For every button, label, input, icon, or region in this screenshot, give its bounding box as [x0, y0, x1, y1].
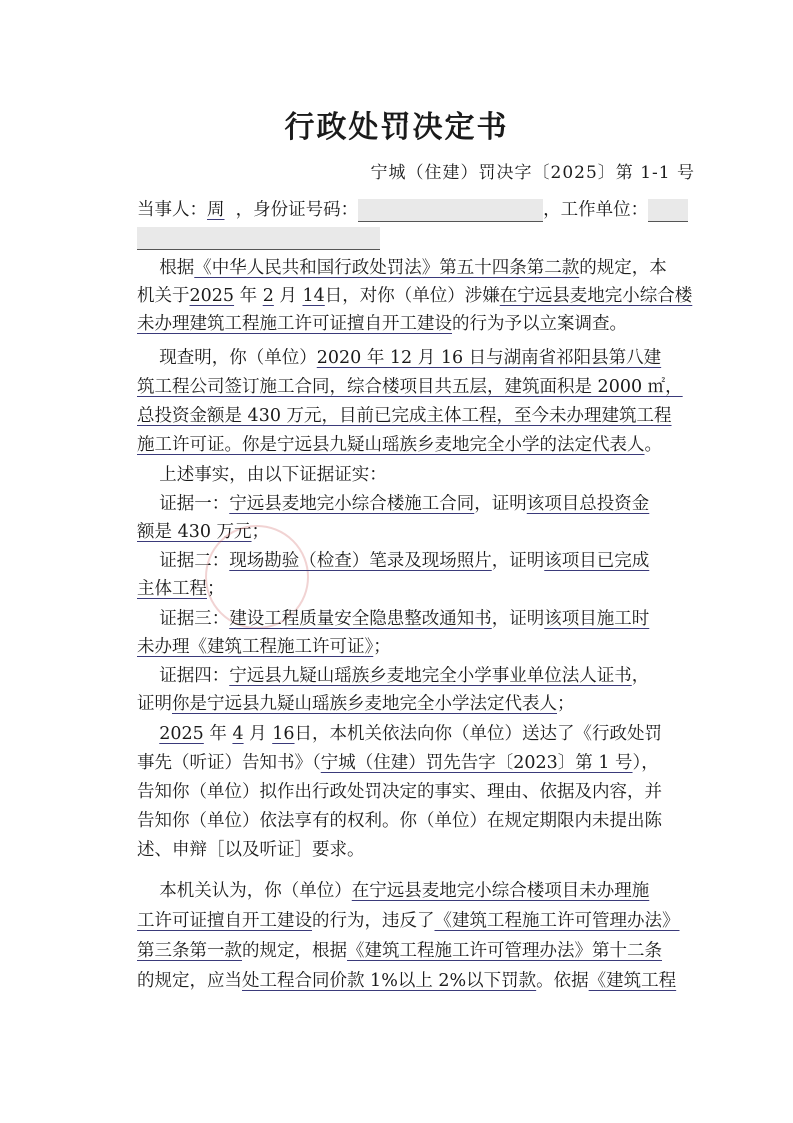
- case-description-2: 未办理建筑工程施工许可证擅自开工建设: [137, 314, 452, 334]
- paragraph-2-line-3: 总投资金额是 430 万元，目前已完成主体工程，至今未办理建筑工程: [137, 406, 672, 426]
- document-number: 宁城（住建）罚决字〔2025〕第 1-1 号: [370, 163, 695, 183]
- paragraph-1-line-3: 未办理建筑工程施工许可证擅自开工建设的行为予以立案调查。: [137, 314, 627, 334]
- employer-label: ，工作单位：: [543, 200, 649, 220]
- paragraph-2-line-1: 现查明，你（单位）2020 年 12 月 16 日与湖南省祁阳县第八建: [159, 348, 662, 368]
- paragraph-4-line-5: 述、申辩［以及听证］要求。: [137, 840, 365, 860]
- employer-redacted-cont: [137, 227, 380, 250]
- paragraph-2-line-2: 筑工程公司签订施工合同，综合楼项目共五层，建筑面积是 2000 ㎡，: [137, 377, 683, 397]
- employer-redacted: [648, 199, 688, 222]
- evidence-1-line-2: 额是 430 万元；: [137, 522, 270, 542]
- id-number-redacted: [358, 199, 543, 222]
- evidence-1-line-1: 证据一：宁远县麦地完小综合楼施工合同，证明该项目总投资金: [159, 494, 650, 514]
- id-label: ，身份证号码：: [235, 200, 359, 220]
- paragraph-1-line-1: 根据《中华人民共和国行政处罚法》第五十四条第二款的规定，本: [159, 258, 667, 278]
- paragraph-1-line-2: 机关于2025 年 2 月 14日，对你（单位）涉嫌在宁远县麦地完小综合楼: [137, 286, 693, 306]
- evidence-2-line-1: 证据二：现场勘验（检查）笔录及现场照片，证明该项目已完成: [159, 551, 650, 571]
- paragraph-4-line-1: 2025 年 4 月 16日，本机关依法向你（单位）送达了《行政处罚: [159, 724, 663, 744]
- evidence-2-line-2: 主体工程；: [137, 579, 225, 599]
- paragraph-4-line-2: 事先（听证）告知书》（宁城（住建）罚先告字〔2023〕第 1 号），: [137, 753, 659, 773]
- evidence-3-line-1: 证据三：建设工程质量安全隐患整改通知书，证明该项目施工时: [159, 609, 650, 629]
- paragraph-2-line-4: 施工许可证。你是宁远县九疑山瑶族乡麦地完全小学的法定代表人。: [137, 435, 662, 455]
- document-title: 行政处罚决定书: [284, 110, 509, 145]
- paragraph-5-line-3: 第三条第一款的规定，根据《建筑工程施工许可管理办法》第十二条: [137, 941, 662, 961]
- paragraph-3: 上述事实，由以下证据证实：: [159, 465, 387, 485]
- case-description-1: 在宁远县麦地完小综合楼: [499, 286, 693, 306]
- paragraph-5-line-4: 的规定，应当处工程合同价款 1%以上 2%以下罚款。依据《建筑工程: [137, 971, 677, 991]
- party-label: 当事人：: [137, 200, 207, 220]
- party-line: [137, 198, 702, 222]
- filing-year: 2025: [189, 286, 235, 306]
- evidence-4-line-1: 证据四：宁远县九疑山瑶族乡麦地完全小学事业单位法人证书，: [159, 666, 650, 686]
- paragraph-5-line-2: 工许可证擅自开工建设的行为，违反了《建筑工程施工许可管理办法》: [137, 911, 680, 931]
- paragraph-4-line-3: 告知你（单位）拟作出行政处罚决定的事实、理由、依据及内容，并: [137, 782, 662, 802]
- party-name: 周: [207, 200, 225, 220]
- party-line-2: [137, 226, 702, 250]
- filing-month: 2: [262, 286, 274, 306]
- paragraph-4-line-4: 告知你（单位）依法享有的权利。你（单位）在规定期限内未提出陈: [137, 811, 662, 831]
- evidence-4-line-2: 证明你是宁远县九疑山瑶族乡麦地完全小学法定代表人；: [137, 694, 575, 714]
- filing-day: 14: [302, 286, 325, 306]
- law-reference: 《中华人民共和国行政处罚法》第五十四条第二款: [194, 258, 580, 278]
- evidence-3-line-2: 未办理《建筑工程施工许可证》；: [137, 637, 391, 657]
- paragraph-5-line-1: 本机关认为，你（单位）在宁远县麦地完小综合楼项目未办理施: [159, 881, 650, 901]
